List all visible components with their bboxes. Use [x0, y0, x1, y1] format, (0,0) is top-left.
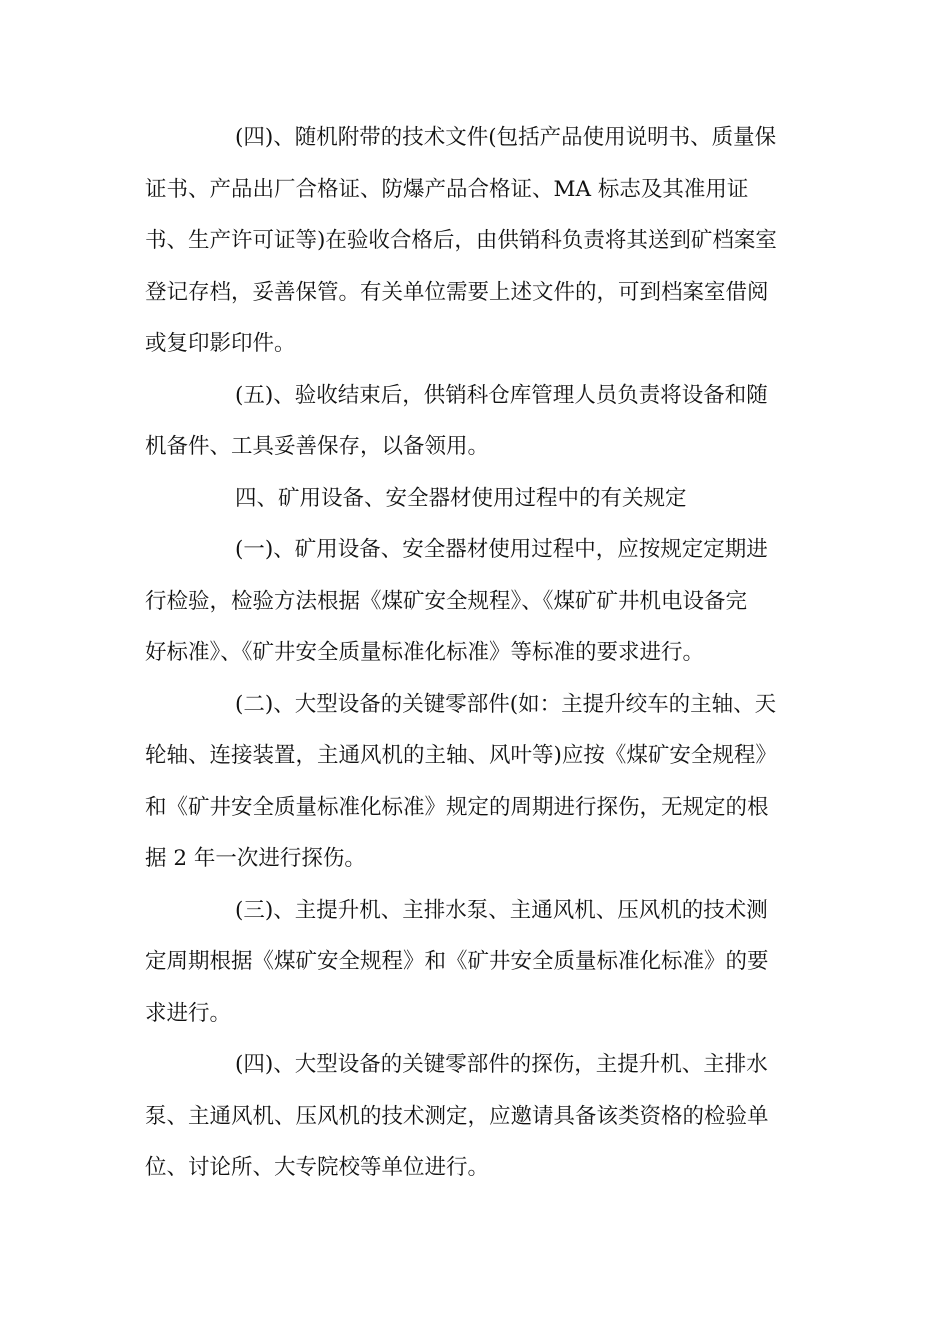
paragraph-line: (四)、大型设备的关键零部件的探伤，主提升机、主排水	[235, 1052, 768, 1077]
paragraph-line: (四)、随机附带的技术文件(包括产品使用说明书、质量保	[235, 125, 777, 150]
document-body	[145, 112, 807, 1194]
paragraph-line: 书、生产许可证等)在验收合格后，由供销科负责将其送到矿档案室	[145, 228, 777, 253]
paragraph-line: (一)、矿用设备、安全器材使用过程中，应按规定定期进	[235, 537, 768, 562]
paragraph-line: (三)、主提升机、主排水泵、主通风机、压风机的技术测	[235, 897, 768, 923]
paragraph-line: 行检验，检验方法根据《煤矿安全规程》、《煤矿矿井机电设备完	[145, 588, 748, 614]
paragraph-line: 登记存档，妥善保管。有关单位需要上述文件的，可到档案室借阅	[145, 279, 769, 305]
paragraph-line: (五)、验收结束后，供销科仓库管理人员负责将设备和随	[235, 382, 768, 408]
paragraph-line: 泵、主通风机、压风机的技术测定，应邀请具备该类资格的检验单	[145, 1103, 769, 1129]
section-heading: 四、矿用设备、安全器材使用过程中的有关规定	[235, 485, 687, 511]
paragraph-line: 证书、产品出厂合格证、防爆产品合格证、MA 标志及其准用证	[145, 176, 749, 202]
paragraph-line: 求进行。	[145, 1000, 232, 1026]
paragraph-line: 轮轴、连接装置，主通风机的主轴、风叶等)应按《煤矿安全规程》	[145, 743, 777, 768]
paragraph-line: 好标准》、《矿井安全质量标准化标准》等标准的要求进行。	[145, 640, 705, 665]
paragraph-line: 定周期根据《煤矿安全规程》和《矿井安全质量标准化标准》的要	[145, 949, 769, 974]
paragraph-line: (二)、大型设备的关键零部件(如：主提升绞车的主轴、天	[235, 691, 777, 717]
paragraph-line: 机备件、工具妥善保存，以备领用。	[145, 434, 490, 459]
paragraph-line: 据 2 年一次进行探伤。	[145, 846, 366, 871]
paragraph-line: 或复印影印件。	[145, 331, 296, 356]
paragraph-line: 和《矿井安全质量标准化标准》规定的周期进行探伤，无规定的根	[145, 794, 769, 820]
paragraph-line: 位、讨论所、大专院校等单位进行。	[145, 1155, 490, 1180]
